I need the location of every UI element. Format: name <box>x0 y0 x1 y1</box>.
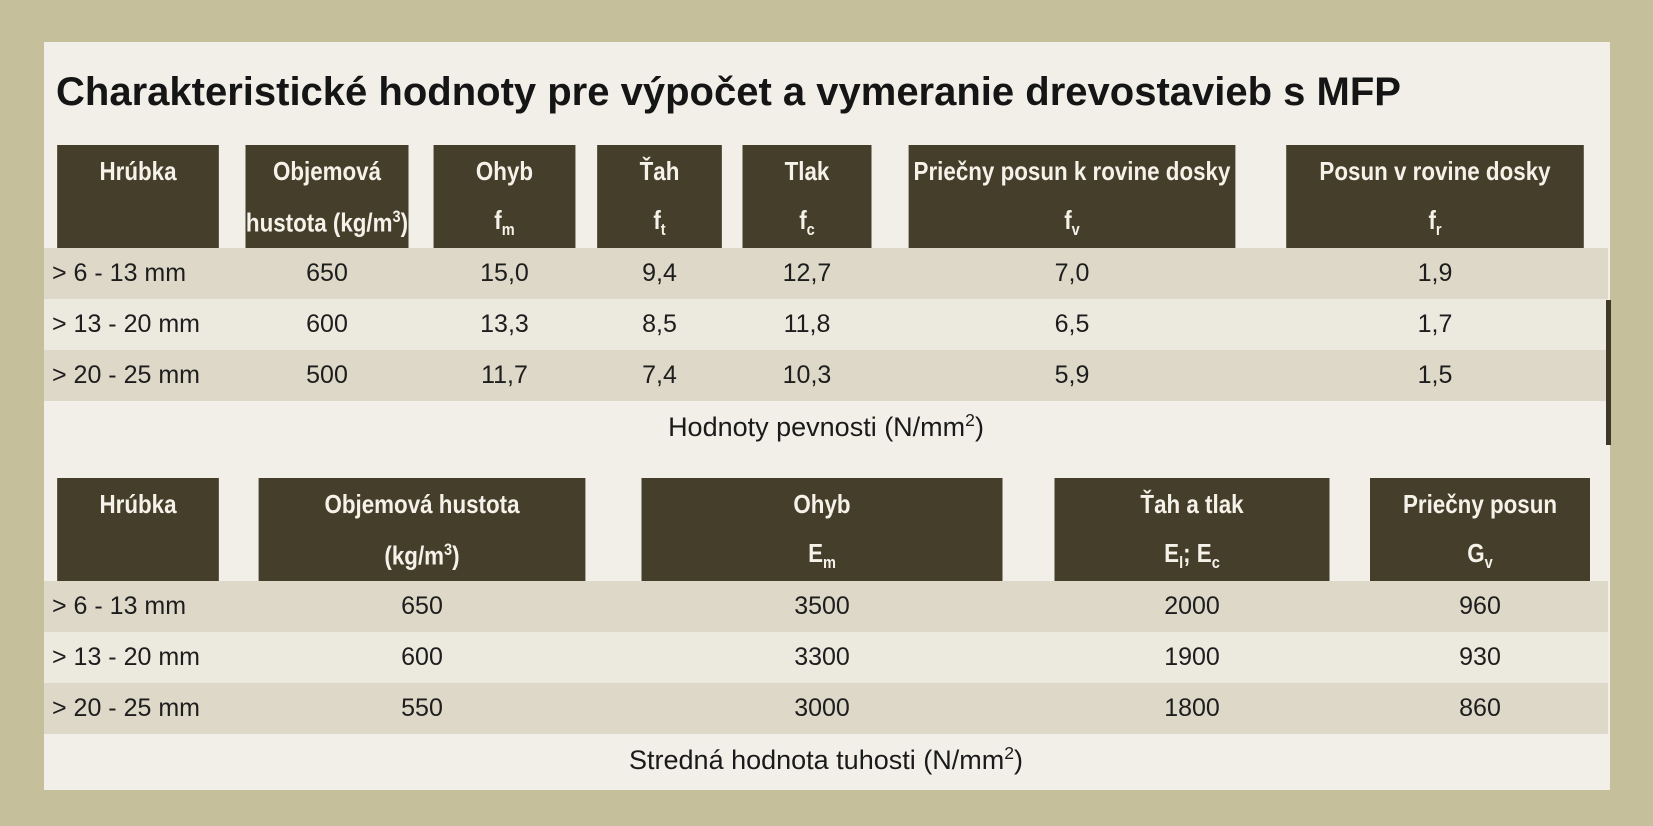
cell-thickness: > 6 - 13 mm <box>44 248 232 299</box>
cell-density: 500 <box>232 350 422 401</box>
cell-shear-perp: 6,5 <box>882 299 1262 350</box>
cell-shear: 930 <box>1352 632 1608 683</box>
strength-caption: Hodnoty pevnosti $(N/mm^2)$ <box>44 401 1608 451</box>
cell-density: 600 <box>232 632 612 683</box>
caption-row <box>44 401 1608 451</box>
col-header-density: Objemová <box>245 145 408 198</box>
col-header-thickness-blank <box>57 531 219 581</box>
col-header-density: Objemová hustota <box>259 478 586 531</box>
col-header-bending: Ohyb <box>641 478 1002 531</box>
col-header-tension: Ťah <box>597 145 722 198</box>
cell-bending: 3300 <box>612 632 1032 683</box>
symbol-fc: $f_c$ <box>743 198 872 248</box>
col-header-shear-plane: Posun v rovine dosky <box>1286 145 1584 198</box>
cell-bending: 15,0 <box>422 248 587 299</box>
cell-thickness: > 13 - 20 mm <box>44 632 232 683</box>
table-row <box>44 299 1608 350</box>
symbol-fm: $f_m$ <box>434 198 576 248</box>
col-header-shear: Priečny posun <box>1370 478 1590 531</box>
side-accent-bar <box>1606 300 1611 445</box>
col-header-compression: Tlak <box>743 145 872 198</box>
symbol-ft: $f_t$ <box>597 198 722 248</box>
cell-shear-plane: 1,7 <box>1262 299 1608 350</box>
col-header-density-unit: $(kg/m^3)$ <box>259 531 586 581</box>
cell-bending: 11,7 <box>422 350 587 401</box>
cell-tension-compression: 1800 <box>1032 683 1352 734</box>
caption-row <box>44 734 1608 784</box>
table-row <box>44 248 1608 299</box>
symbol-el-ec: $E_l$; $E_c$ <box>1054 531 1329 581</box>
cell-density: 650 <box>232 581 612 632</box>
cell-tension-compression: 2000 <box>1032 581 1352 632</box>
table-row <box>44 632 1608 683</box>
cell-shear-perp: 7,0 <box>882 248 1262 299</box>
col-header-thickness: Hrúbka <box>57 145 219 198</box>
cell-shear-plane: 1,9 <box>1262 248 1608 299</box>
col-header-shear-perp: Priečny posun k rovine dosky <box>909 145 1236 198</box>
cell-thickness: > 20 - 25 mm <box>44 683 232 734</box>
cell-compression: 10,3 <box>732 350 882 401</box>
cell-bending: 3500 <box>612 581 1032 632</box>
table-row <box>44 350 1608 401</box>
symbol-fv: $f_v$ <box>909 198 1236 248</box>
col-header-bending: Ohyb <box>434 145 576 198</box>
page-title: Charakteristické hodnoty pre výpočet a vymeranie drevostavieb s MFP <box>56 70 1401 114</box>
col-header-thickness-blank <box>57 198 219 248</box>
strength-symbol-row <box>44 198 1608 248</box>
symbol-em: $E_m$ <box>641 531 1002 581</box>
col-header-tension-compression: Ťah a tlak <box>1054 478 1329 531</box>
cell-tension: 9,4 <box>587 248 732 299</box>
cell-thickness: > 13 - 20 mm <box>44 299 232 350</box>
strength-table <box>44 145 1608 451</box>
stiffness-table <box>44 478 1608 784</box>
cell-shear-perp: 5,9 <box>882 350 1262 401</box>
cell-tension: 7,4 <box>587 350 732 401</box>
stiffness-symbol-row <box>44 531 1608 581</box>
col-header-thickness: Hrúbka <box>57 478 219 531</box>
cell-tension-compression: 1900 <box>1032 632 1352 683</box>
table-row <box>44 683 1608 734</box>
cell-shear: 860 <box>1352 683 1608 734</box>
content-panel <box>44 42 1610 790</box>
cell-thickness: > 6 - 13 mm <box>44 581 232 632</box>
cell-thickness: > 20 - 25 mm <box>44 350 232 401</box>
cell-bending: 3000 <box>612 683 1032 734</box>
cell-tension: 8,5 <box>587 299 732 350</box>
table-row <box>44 581 1608 632</box>
cell-density: 600 <box>232 299 422 350</box>
cell-compression: 12,7 <box>732 248 882 299</box>
cell-bending: 13,3 <box>422 299 587 350</box>
cell-shear-plane: 1,5 <box>1262 350 1608 401</box>
cell-density: 550 <box>232 683 612 734</box>
strength-header-row <box>44 145 1608 198</box>
cell-shear: 960 <box>1352 581 1608 632</box>
cell-density: 650 <box>232 248 422 299</box>
stiffness-caption: Stredná hodnota tuhosti $(N/mm^2)$ <box>44 734 1608 784</box>
stiffness-header-row <box>44 478 1608 531</box>
symbol-gv: $G_v$ <box>1370 531 1590 581</box>
col-header-density-unit: hustota $(kg/m^3)$ <box>245 198 408 248</box>
symbol-fr: $f_r$ <box>1286 198 1584 248</box>
cell-compression: 11,8 <box>732 299 882 350</box>
